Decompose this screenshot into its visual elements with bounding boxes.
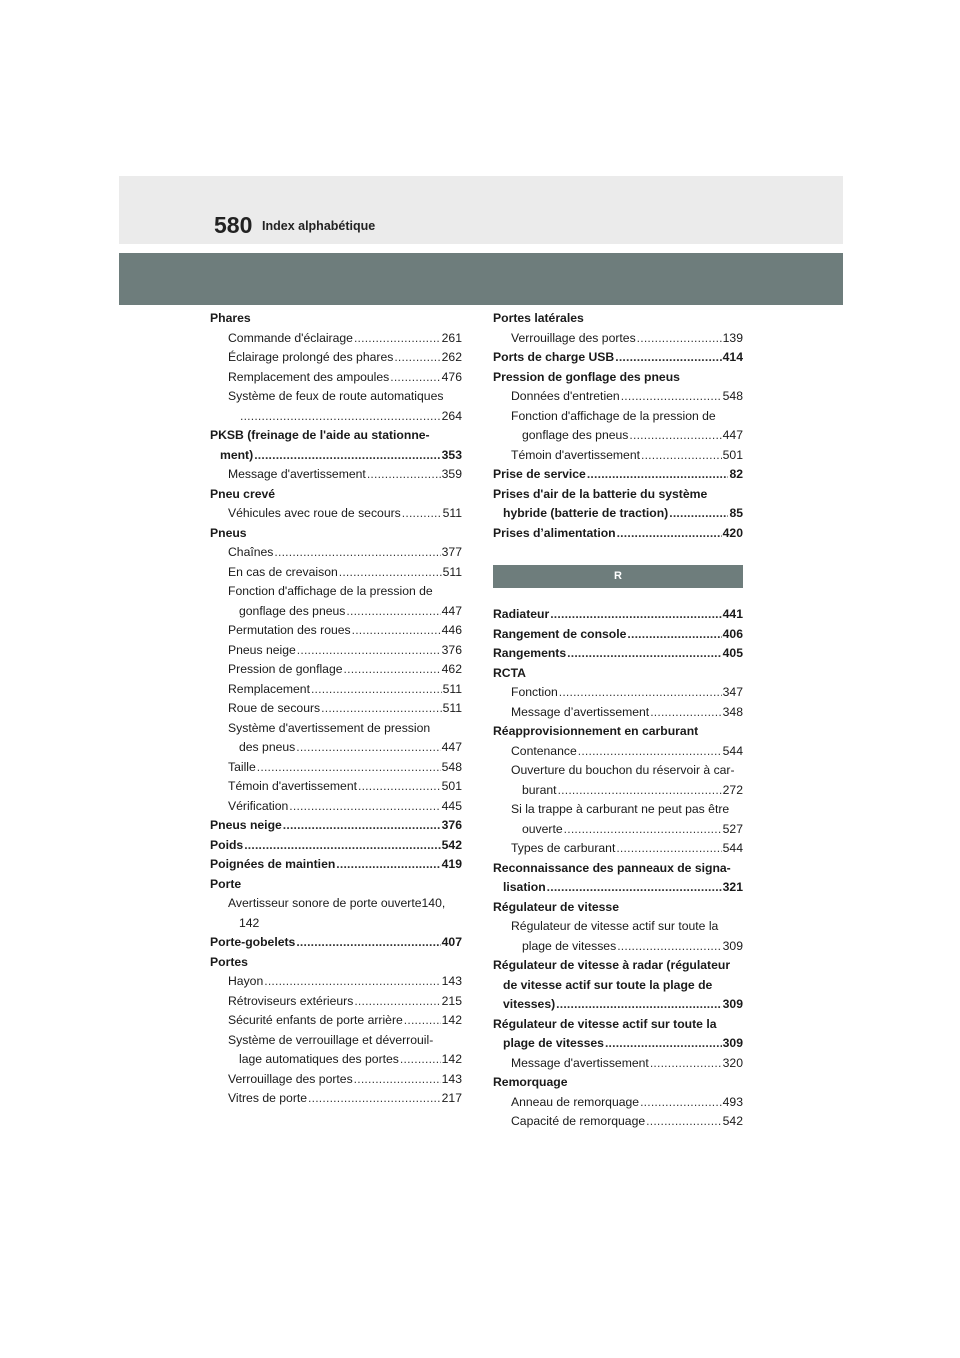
index-entry[interactable]: Taille ..... 548 — [210, 758, 462, 778]
index-entry-line: Système de feux de route automatiques — [228, 389, 444, 403]
index-entry-line: 142 — [239, 915, 260, 930]
index-entry[interactable]: plage de vitesses ..... 309 — [493, 937, 743, 957]
index-entry[interactable]: gonflage des pneus ..... 447 — [493, 426, 743, 446]
header-bar — [119, 253, 843, 305]
index-entry[interactable]: Types de carburant ..... 544 — [493, 839, 743, 859]
index-entry[interactable]: lage automatiques des portes ..... 142 — [210, 1050, 462, 1070]
index-entry[interactable]: Prises d’alimentation ..... 420 — [493, 524, 743, 544]
index-entry[interactable]: Permutation des roues ..... 446 — [210, 621, 462, 641]
index-entry[interactable]: En cas de crevaison ..... 511 — [210, 563, 462, 583]
index-entry[interactable]: Éclairage prolongé des phares ..... 262 — [210, 348, 462, 368]
index-heading: Régulateur de vitesse à radar (régulateur — [493, 958, 731, 972]
index-entry-line: Fonction d'affichage de la pression de — [228, 584, 433, 598]
index-heading: Porte — [210, 876, 242, 891]
index-entry[interactable]: Ports de charge USB ..... 414 — [493, 348, 743, 368]
index-heading: Portes — [210, 954, 248, 969]
index-heading: Portes latérales — [493, 311, 584, 325]
index-entry[interactable]: Prise de service ..... 82 — [493, 465, 743, 485]
index-entry[interactable]: Pneus neige ..... 376 — [210, 816, 462, 836]
index-entry[interactable]: Pression de gonflage ..... 462 — [210, 660, 462, 680]
index-entry-line: Fonction d'affichage de la pression de — [511, 408, 716, 423]
index-entry[interactable]: Vitres de porte ..... 217 — [210, 1089, 462, 1109]
letter-section-bar: R — [493, 565, 743, 588]
index-entry[interactable]: Remplacement des ampoules ..... 476 — [210, 368, 462, 388]
index-column-left — [210, 309, 462, 1109]
index-entry[interactable]: des pneus ..... 447 — [210, 738, 462, 758]
header-divider — [119, 244, 843, 253]
index-entry[interactable]: Capacité de remorquage ..... 542 — [493, 1112, 743, 1132]
index-heading: Pression de gonflage des pneus — [493, 369, 680, 384]
index-entry[interactable]: vitesses) ..... 309 — [493, 995, 743, 1015]
index-entry[interactable]: Poignées de maintien ..... 419 — [210, 855, 462, 875]
index-entry[interactable]: Verrouillage des portes ..... 143 — [210, 1070, 462, 1090]
index-entry[interactable]: burant ..... 272 — [493, 781, 743, 801]
index-entry[interactable]: Fonction ..... 347 — [493, 683, 743, 703]
index-heading: Phares — [210, 311, 251, 325]
index-entry[interactable]: Rangements ..... 405 — [493, 644, 743, 664]
index-entry-line: Si la trappe à carburant ne peut pas être — [511, 802, 730, 816]
index-entry[interactable]: Poids ..... 542 — [210, 836, 462, 856]
index-entry-line: Ouverture du bouchon du réservoir à car- — [511, 763, 735, 777]
index-entry[interactable]: ment) ..... 353 — [210, 446, 462, 466]
index-entry[interactable]: plage de vitesses ..... 309 — [493, 1034, 743, 1054]
index-entry[interactable]: Commande d'éclairage ..... 261 — [210, 329, 462, 349]
index-heading: Régulateur de vitesse — [493, 899, 619, 914]
index-heading: RCTA — [493, 665, 526, 680]
index-entry-line: Système de verrouillage et déverrouil- — [228, 1032, 434, 1047]
index-entry[interactable]: Radiateur ..... 441 — [493, 605, 743, 625]
index-entry[interactable]: Rétroviseurs extérieurs ..... 215 — [210, 992, 462, 1012]
index-entry[interactable]: hybride (batterie de traction) ..... 85 — [493, 504, 743, 524]
index-heading: Régulateur de vitesse actif sur toute la — [493, 1016, 717, 1031]
index-entry[interactable]: Avertisseur sonore de porte ouverte140, — [228, 896, 446, 910]
index-heading: Réapprovisionnement en carburant — [493, 724, 699, 738]
index-entry[interactable]: Message d’avertissement ..... 348 — [493, 703, 743, 723]
index-entry[interactable]: Message d'avertissement ..... 320 — [493, 1054, 743, 1074]
index-heading: Prises d'air de la batterie du système — [493, 486, 708, 501]
index-heading: Pneu crevé — [210, 486, 276, 501]
index-entry-line: Régulateur de vitesse actif sur toute la — [511, 919, 719, 933]
index-entry[interactable]: Chaînes ..... 377 — [210, 543, 462, 563]
index-entry[interactable]: Témoin d'avertissement ..... 501 — [210, 777, 462, 797]
index-entry[interactable]: Données d'entretien ..... 548 — [493, 387, 743, 407]
index-entry[interactable]: Rangement de console ..... 406 — [493, 625, 743, 645]
index-entry-line: Système d'avertissement de pression — [228, 720, 431, 735]
index-entry[interactable]: Remplacement ..... 511 — [210, 680, 462, 700]
index-entry[interactable]: lisation ..... 321 — [493, 878, 743, 898]
index-entry[interactable]: Sécurité enfants de porte arrière ..... 142 — [210, 1011, 462, 1031]
index-heading: Pneus — [210, 525, 247, 540]
index-entry[interactable]: Anneau de remorquage ..... 493 — [493, 1093, 743, 1113]
section-title: Index alphabétique — [262, 219, 376, 233]
index-entry[interactable]: Message d'avertissement ..... 359 — [210, 465, 462, 485]
index-entry[interactable]: ..... 264 — [210, 407, 462, 427]
index-entry[interactable]: gonflage des pneus ..... 447 — [210, 602, 462, 622]
index-heading: Reconnaissance des panneaux de signa- — [493, 860, 731, 875]
index-entry[interactable]: ouverte ..... 527 — [493, 820, 743, 840]
index-heading: Remorquage — [493, 1075, 568, 1089]
index-entry[interactable]: Roue de secours ..... 511 — [210, 699, 462, 719]
index-entry[interactable]: Pneus neige ..... 376 — [210, 641, 462, 661]
index-entry[interactable]: Verrouillage des portes ..... 139 — [493, 329, 743, 349]
index-entry[interactable]: Vérification ..... 445 — [210, 797, 462, 817]
index-entry[interactable]: Contenance ..... 544 — [493, 742, 743, 762]
index-entry[interactable]: Hayon ..... 143 — [210, 972, 462, 992]
index-entry[interactable]: Porte-gobelets ..... 407 — [210, 933, 462, 953]
page-number: 580 — [214, 212, 253, 238]
index-column-right — [493, 309, 743, 1132]
index-heading: PKSB (freinage de l'aide au stationne- — [210, 428, 430, 442]
index-entry[interactable]: Véhicules avec roue de secours ..... 511 — [210, 504, 462, 524]
index-entry[interactable]: Témoin d'avertissement ..... 501 — [493, 446, 743, 466]
index-heading-line: de vitesse actif sur toute la plage de — [503, 977, 713, 992]
